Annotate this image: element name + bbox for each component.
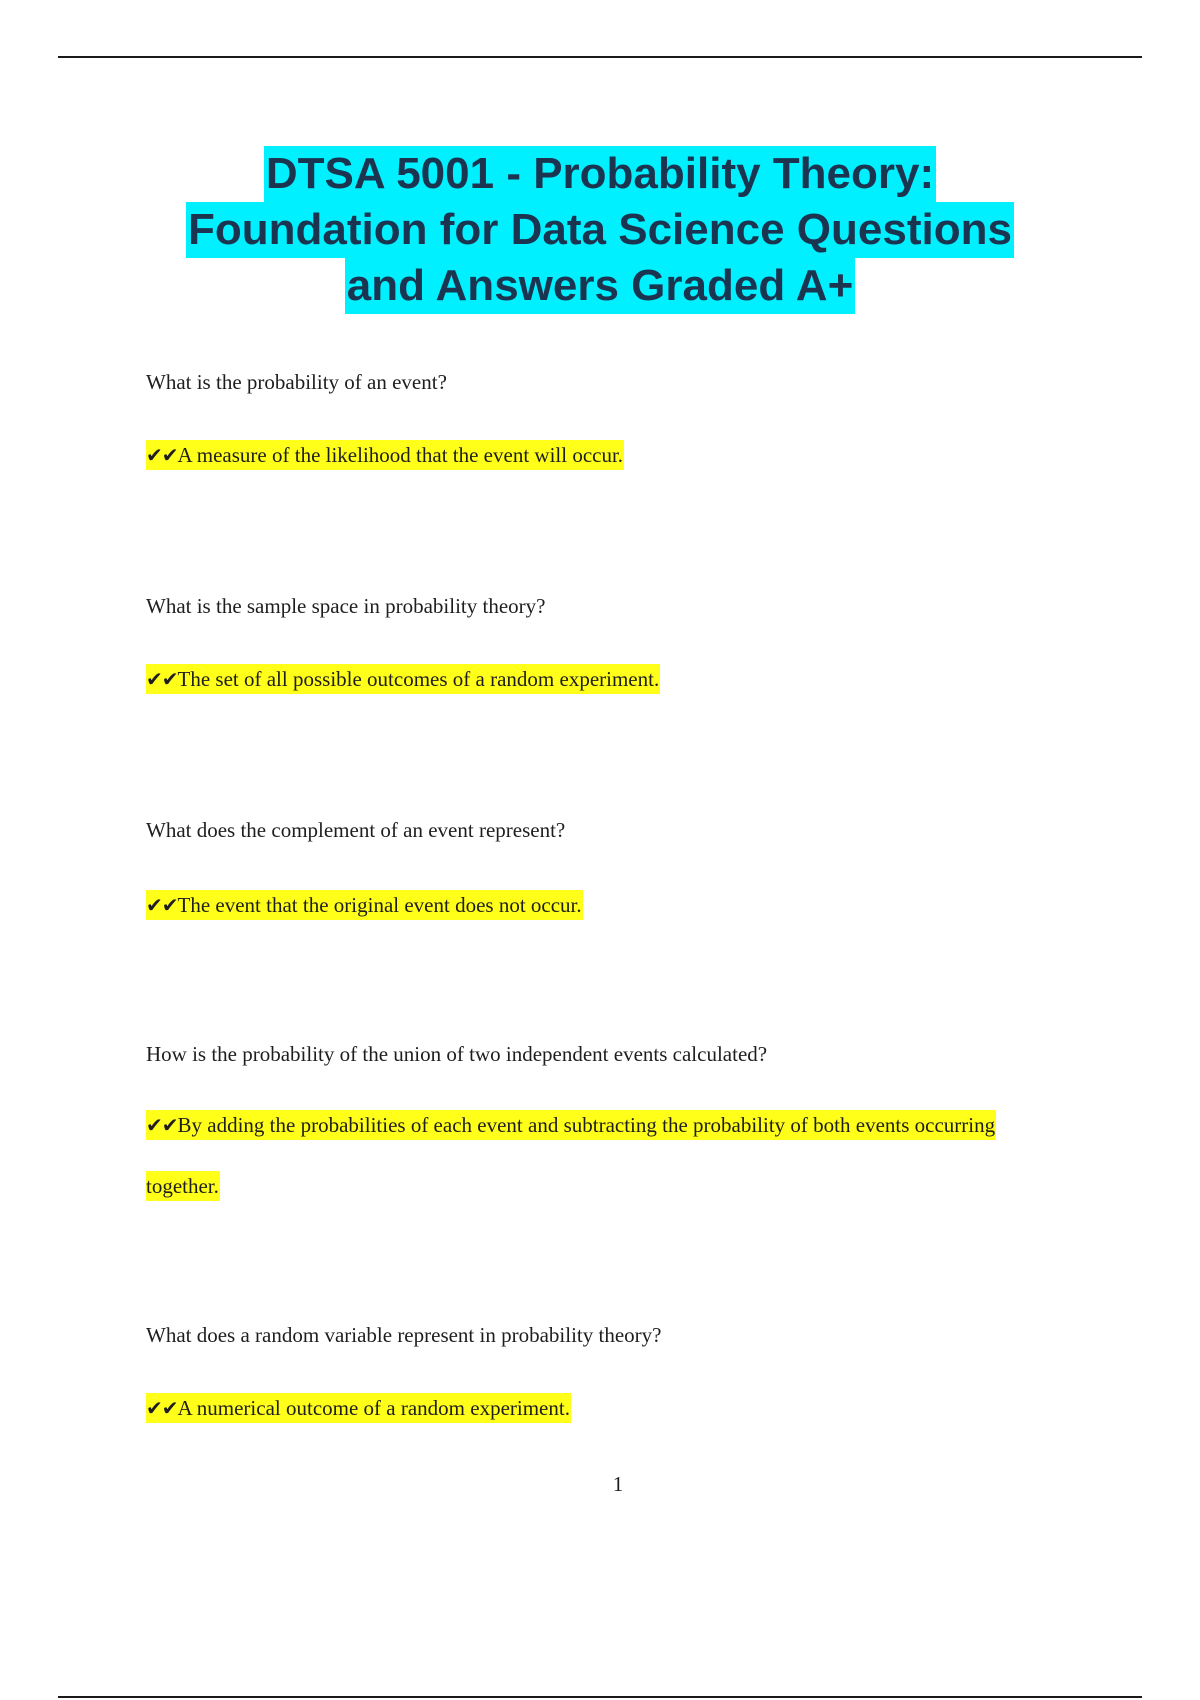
check-icon: ✔✔	[146, 443, 178, 467]
top-rule	[58, 56, 1142, 58]
check-icon: ✔✔	[146, 893, 178, 917]
answer-highlight	[146, 664, 660, 694]
answer-text: By adding the probabilities of each event and subtracting the probability of both events occurring together.	[146, 1113, 996, 1198]
check-icon: ✔✔	[146, 667, 178, 691]
answer-highlight	[146, 1110, 996, 1201]
check-icon: ✔✔	[146, 1396, 178, 1420]
answer-text: A numerical outcome of a random experiment.	[177, 1396, 570, 1420]
answer	[146, 1095, 1046, 1217]
answer	[146, 1392, 571, 1424]
answer-text: The set of all possible outcomes of a random experiment.	[177, 667, 660, 691]
question-text: What is the sample space in probability theory?	[146, 594, 546, 618]
answer-highlight	[146, 440, 624, 470]
title-line-2-text: Foundation for Data Science Questions	[186, 202, 1014, 258]
question-text: How is the probability of the union of two independent events calculated?	[146, 1042, 768, 1066]
answer-text: The event that the original event does not occur.	[177, 893, 582, 917]
question-text: What is the probability of an event?	[146, 370, 447, 394]
answer-highlight	[146, 1393, 571, 1423]
title-line-1-text: DTSA 5001 - Probability Theory:	[264, 146, 936, 202]
bottom-rule	[58, 1696, 1142, 1698]
answer	[146, 663, 660, 695]
page-number: 1	[612, 1472, 624, 1496]
answer-highlight	[146, 890, 583, 920]
answer	[146, 889, 583, 921]
question-text: What does a random variable represent in probability theory?	[146, 1323, 662, 1347]
question-text: What does the complement of an event represent?	[146, 818, 566, 842]
title-line-3-text: and Answers Graded A+	[345, 258, 856, 314]
title-line-2	[0, 202, 1200, 258]
answer-text: A measure of the likelihood that the event will occur.	[177, 443, 624, 467]
title-line-3	[0, 258, 1200, 314]
document-title	[0, 146, 1200, 314]
answer	[146, 439, 624, 471]
check-icon: ✔✔	[146, 1113, 178, 1137]
title-line-1	[0, 146, 1200, 202]
